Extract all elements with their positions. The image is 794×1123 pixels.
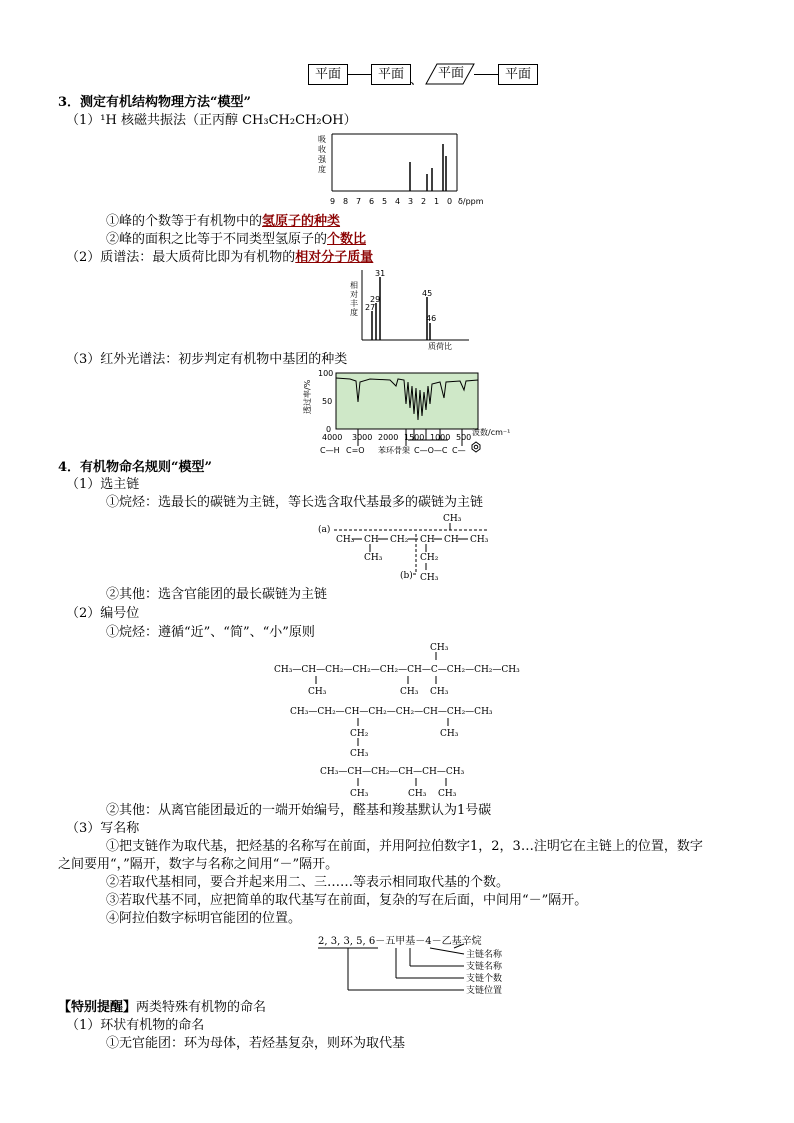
svg-text:5: 5	[382, 197, 388, 206]
main-chain-rule-alkane: ①烷烃：选最长的碳链为主链，等长选含取代基最多的碳链为主链	[106, 495, 484, 510]
svg-text:500: 500	[456, 433, 472, 442]
cyclic-naming-heading: （1）环状有机物的命名	[66, 1018, 205, 1033]
svg-text:苯环骨架: 苯环骨架	[378, 446, 410, 455]
ir-heading: （3）红外光谱法：初步判定有机物中基团的种类	[66, 352, 348, 367]
name-structure-figure	[314, 930, 534, 998]
svg-text:主链名称: 主链名称	[466, 950, 503, 960]
svg-text:CH₃: CH₃	[336, 535, 355, 545]
svg-text:C=O: C=O	[346, 446, 365, 455]
svg-text:46: 46	[426, 314, 437, 323]
svg-text:45: 45	[422, 289, 433, 298]
mass-spectrum	[344, 266, 474, 350]
bond-line-1	[347, 74, 371, 75]
plane-box-2: 平面	[371, 64, 411, 85]
svg-text:度: 度	[350, 308, 358, 317]
svg-text:1: 1	[434, 197, 440, 206]
svg-text:2000: 2000	[378, 433, 399, 442]
ms-heading: （2）质谱法：最大质荷比即为有机物的相对分子质量	[66, 250, 374, 265]
key-count-ratio: 个数比	[327, 232, 367, 247]
nmr-ylabel-3: 强	[318, 155, 326, 164]
nmr-heading: （1）¹H 核磁共振法（正丙醇 CH₃CH₂CH₂OH）	[66, 113, 357, 128]
ir-ylabel: 透过率/%	[303, 379, 312, 414]
svg-text:0: 0	[326, 425, 332, 434]
naming-rule-1a: ①把支链作为取代基，把烃基的名称写在前面，并用阿拉伯数字1，2，3…注明它在主链上的位置，数字	[106, 839, 703, 854]
example-name: 2, 3, 3, 5, 6－五甲基－4－乙基辛烷	[318, 936, 482, 947]
svg-text:29: 29	[370, 295, 381, 304]
key-hydrogen-types: 氢原子的种类	[262, 214, 341, 229]
svg-text:CH₂: CH₂	[350, 729, 369, 739]
nmr-spectrum	[312, 130, 492, 210]
svg-text:相: 相	[350, 281, 358, 290]
example-1	[274, 643, 520, 697]
ir-spectrum	[300, 368, 510, 458]
svg-text:(b): (b)	[400, 571, 413, 581]
svg-text:CH₃: CH₃	[443, 514, 462, 524]
numbering-examples	[272, 640, 542, 800]
ms-xlabel: 质荷比	[428, 342, 452, 350]
svg-text:7: 7	[356, 197, 362, 206]
svg-text:CH₃: CH₃	[430, 643, 449, 653]
svg-text:CH₃: CH₃	[350, 789, 369, 799]
svg-text:0: 0	[447, 197, 453, 206]
svg-text:C—: C—	[452, 446, 466, 455]
svg-text:C—H: C—H	[320, 446, 340, 455]
svg-text:CH₃: CH₃	[408, 789, 427, 799]
plane-box-3: 平面	[438, 66, 465, 81]
key-relative-mass: 相对分子质量	[295, 250, 374, 265]
example-2	[290, 707, 493, 759]
svg-text:CH₃: CH₃	[400, 687, 419, 697]
svg-text:CH₃: CH₃	[350, 749, 369, 759]
svg-text:100: 100	[318, 369, 334, 378]
svg-text:对: 对	[350, 290, 358, 299]
main-chain-heading: （1）选主链	[66, 477, 140, 492]
svg-text:9: 9	[330, 197, 336, 206]
ir-xunit: 波数/cm⁻¹	[472, 428, 510, 437]
naming-rule-3: ③若取代基不同，应把简单的取代基写在前面，复杂的写在后面，中间用“－”隔开。	[106, 893, 588, 908]
nmr-ylabel-2: 收	[318, 145, 326, 154]
svg-text:CH₃—CH—CH₂—CH—CH—CH₃: CH₃—CH—CH₂—CH—CH—CH₃	[320, 767, 465, 777]
svg-text:CH₃—CH—CH₂—CH₂—CH₂—CH—C—CH₂—CH: CH₃—CH—CH₂—CH₂—CH₂—CH—C—CH₂—CH₂—CH₃	[274, 665, 520, 675]
svg-text:50: 50	[322, 397, 333, 406]
svg-text:丰: 丰	[350, 299, 358, 308]
svg-text:支链个数: 支链个数	[466, 974, 503, 984]
svg-text:2: 2	[421, 197, 427, 206]
svg-text:CH: CH	[420, 535, 435, 545]
special-reminder-title: 【特别提醒】两类特殊有机物的命名	[58, 1000, 267, 1015]
section-4-title: 4．有机物命名规则“模型”	[58, 460, 213, 475]
separator: 、	[410, 73, 424, 88]
nmr-ylabel-1: 吸	[318, 135, 326, 144]
svg-text:C—O—C: C—O—C	[414, 446, 448, 455]
svg-text:CH₃: CH₃	[308, 687, 327, 697]
svg-text:CH₃: CH₃	[430, 687, 449, 697]
svg-text:1000: 1000	[430, 433, 451, 442]
cyclic-naming-rule-1: ①无官能团：环为母体，若烃基复杂，则环为取代基	[106, 1036, 406, 1051]
svg-text:CH₃: CH₃	[420, 573, 439, 583]
nmr-ylabel-4: 度	[318, 165, 326, 174]
svg-text:CH₃: CH₃	[364, 553, 383, 563]
nmr-xunit: δ/ppm	[458, 197, 484, 206]
svg-text:31: 31	[375, 269, 386, 278]
numbering-rule-alkane: ①烷烃：遵循“近”、“简”、“小”原则	[106, 625, 315, 640]
svg-text:CH₃—CH₂—CH—CH₂—CH₂—CH—CH₂—CH₃: CH₃—CH₂—CH—CH₂—CH₂—CH—CH₂—CH₃	[290, 707, 493, 717]
svg-text:3000: 3000	[352, 433, 373, 442]
svg-text:支链位置: 支链位置	[466, 986, 503, 996]
svg-text:3: 3	[408, 197, 414, 206]
numbering-rule-other: ②其他：从离官能团最近的一端开始编号，醛基和羧基默认为1号碳	[106, 803, 492, 818]
svg-text:支链名称: 支链名称	[466, 962, 503, 972]
naming-rule-1b: 之间要用“，”隔开，数字与名称之间用“－”隔开。	[58, 857, 339, 872]
svg-text:1500: 1500	[404, 433, 425, 442]
svg-text:27: 27	[365, 303, 376, 312]
svg-text:CH: CH	[364, 535, 379, 545]
svg-text:CH₂: CH₂	[390, 535, 409, 545]
numbering-heading: （2）编号位	[66, 606, 140, 621]
svg-text:4000: 4000	[322, 433, 343, 442]
svg-text:4: 4	[395, 197, 401, 206]
nmr-xticks	[330, 197, 452, 206]
svg-text:CH₃: CH₃	[440, 729, 459, 739]
svg-text:(a): (a)	[318, 525, 331, 535]
naming-rule-2: ②若取代基相同，要合并起来用二、三……等表示相同取代基的个数。	[106, 875, 510, 890]
bond-line-2	[474, 74, 498, 75]
svg-text:6: 6	[369, 197, 375, 206]
plane-box-4: 平面	[498, 64, 538, 85]
svg-text:CH₂: CH₂	[420, 553, 439, 563]
svg-text:CH₃: CH₃	[438, 789, 457, 799]
main-chain-figure	[316, 512, 496, 584]
svg-text:8: 8	[343, 197, 349, 206]
nmr-rule-1: ①峰的个数等于有机物中的氢原子的种类	[106, 214, 341, 229]
main-chain-rule-other: ②其他：选含官能团的最长碳链为主链	[106, 587, 328, 602]
section-3-title: 3．测定有机结构物理方法“模型”	[58, 95, 252, 110]
naming-heading: （3）写名称	[66, 821, 140, 836]
example-3	[320, 767, 465, 799]
nmr-rule-2: ②峰的面积之比等于不同类型氢原子的个数比	[106, 232, 367, 247]
plane-box-1: 平面	[308, 64, 348, 85]
naming-rule-4: ④阿拉伯数字标明官能团的位置。	[106, 911, 302, 926]
svg-text:CH₃: CH₃	[470, 535, 489, 545]
benzene-ring-icon	[472, 442, 480, 452]
svg-text:CH: CH	[444, 535, 459, 545]
